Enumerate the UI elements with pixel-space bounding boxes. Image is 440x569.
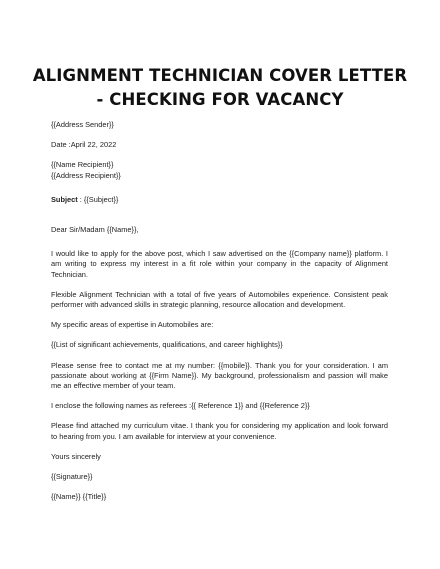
paragraph-referees: I enclose the following names as referees :{{ Reference 1}} and {{Reference 2}} xyxy=(51,401,310,411)
address-recipient: {{Address Recipient}} xyxy=(51,170,121,180)
subject-label: Subject xyxy=(51,194,78,204)
closing: Yours sincerely xyxy=(51,451,101,461)
paragraph-summary: Flexible Alignment Technician with a total of five years of Automobiles experience. Consistent peak performer with advanced skills in strategic planning, resource allocation and development. xyxy=(51,289,388,310)
name-title: {{Name}} {{Title}} xyxy=(51,492,107,502)
subject-value: : {{Subject}} xyxy=(77,194,119,204)
paragraph-expertise: My specific areas of expertise in Automobiles are: xyxy=(51,320,214,330)
address-sender: {{Address Sender}} xyxy=(51,120,114,129)
letter-body xyxy=(51,120,388,502)
signature: {{Signature}} xyxy=(51,472,93,482)
paragraph-achievements: {{List of significant achievements, qualifications, and career highlights}} xyxy=(51,340,283,350)
document-title: ALIGNMENT TECHNICIAN COVER LETTER - CHECKING FOR VACANCY xyxy=(32,66,408,109)
letter-date: Date :April 22, 2022 xyxy=(51,140,117,150)
paragraph-cv: Please find attached my curriculum vitae. I thank you for considering my application and look forward to hearing from you. I am available for interview at your convenience. xyxy=(51,421,388,441)
paragraph-contact: Please sense free to contact me at my number: {{mobile}}. Thank you for your consideration. I am passionate about working at {{Firm Name}}. My background, professionalism and passion will make me an effective member of your team. xyxy=(51,360,388,391)
salutation: Dear Sir/Madam {{Name}}, xyxy=(51,225,139,235)
subject-line xyxy=(51,195,388,205)
paragraph-intro: I would like to apply for the above post, which I saw advertised on the {{Company name}} platform. I am writing to express my interest in a fit role within your company in the capacity of Alignment Technician. xyxy=(51,249,388,279)
name-recipient: {{Name Recipient}} xyxy=(51,160,114,170)
